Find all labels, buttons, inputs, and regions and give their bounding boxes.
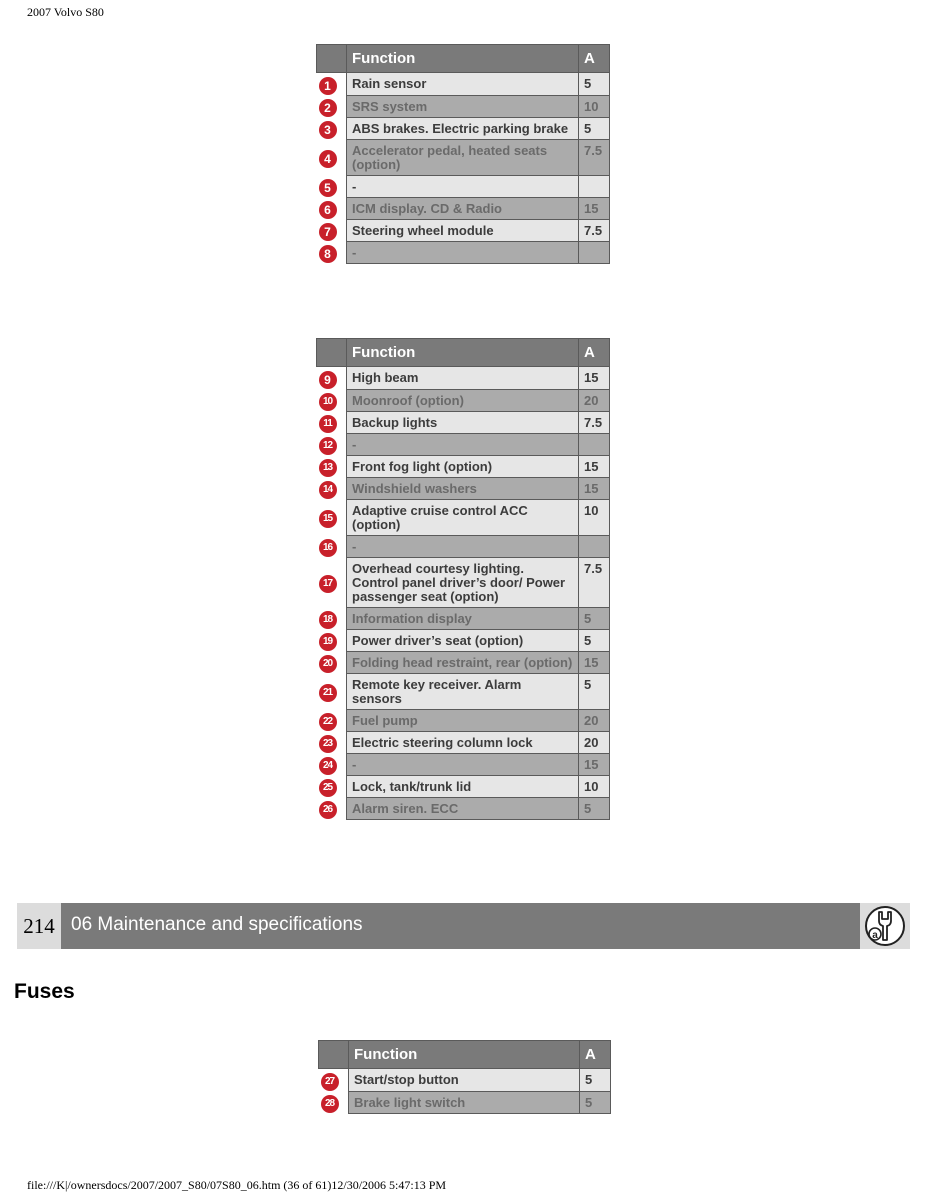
fuse-number-cell (317, 629, 347, 651)
fuse-amperage-cell: 15 (579, 651, 610, 673)
number-column-header (317, 339, 347, 367)
fuse-number-badge: 1 (319, 77, 337, 95)
fuse-number-cell (319, 1069, 349, 1092)
fuse-row (317, 389, 610, 411)
fuse-number-badge: 27 (321, 1073, 339, 1091)
fuse-amperage-cell: 20 (579, 709, 610, 731)
fuse-function-cell: SRS system (347, 95, 579, 117)
fuse-row (317, 117, 610, 139)
fuse-row (317, 219, 610, 241)
fuse-row (317, 433, 610, 455)
fuse-number-badge: 13 (319, 459, 337, 477)
fuse-function-cell: Lock, tank/trunk lid (347, 775, 579, 797)
fuse-row (317, 411, 610, 433)
fuse-amperage-cell (579, 241, 610, 263)
fuse-number-cell (317, 95, 347, 117)
fuse-function-cell: - (347, 241, 579, 263)
fuse-amperage-cell: 7.5 (579, 411, 610, 433)
fuse-function-cell: - (347, 175, 579, 197)
fuse-function-cell: Remote key receiver. Alarm sensors (347, 673, 579, 709)
fuse-function-cell: Overhead courtesy lighting. Control panel driver’s door/ Power passenger seat (option) (347, 557, 579, 607)
fuse-amperage-cell: 5 (580, 1069, 611, 1092)
function-column-header: Function (347, 45, 579, 73)
fuse-row (319, 1069, 611, 1092)
fuse-row (317, 709, 610, 731)
fuse-amperage-cell: 5 (579, 117, 610, 139)
fuse-row (317, 139, 610, 175)
fuse-number-cell (317, 499, 347, 535)
fuse-number-badge: 25 (319, 779, 337, 797)
fuse-amperage-cell: 20 (579, 731, 610, 753)
fuse-function-cell: Information display (347, 607, 579, 629)
file-path-footer: file:///K|/ownersdocs/2007/2007_S80/07S80_06.htm (36 of 61)12/30/2006 5:47:13 PM (27, 1178, 447, 1192)
fuse-amperage-cell (579, 535, 610, 557)
page-number: 214 (17, 903, 61, 949)
fuse-number-cell (317, 117, 347, 139)
fuse-function-cell: Rain sensor (347, 73, 579, 96)
fuse-function-cell: Adaptive cruise control ACC (option) (347, 499, 579, 535)
svg-text:a: a (872, 930, 878, 941)
fuse-number-cell (317, 411, 347, 433)
number-column-header (319, 1041, 349, 1069)
fuse-amperage-cell: 5 (579, 797, 610, 819)
fuse-number-badge: 23 (319, 735, 337, 753)
fuse-number-badge: 20 (319, 655, 337, 673)
wrench-maintenance-icon (860, 903, 910, 949)
fuse-function-cell: Alarm siren. ECC (347, 797, 579, 819)
fuse-number-cell (317, 367, 347, 390)
fuse-amperage-cell: 5 (580, 1091, 611, 1113)
section-header-bar (17, 903, 910, 949)
fuse-function-cell: ABS brakes. Electric parking brake (347, 117, 579, 139)
fuse-number-badge: 12 (319, 437, 337, 455)
fuse-number-badge: 22 (319, 713, 337, 731)
fuse-row (317, 557, 610, 607)
fuse-row (317, 673, 610, 709)
fuse-row (317, 175, 610, 197)
fuse-number-badge: 5 (319, 179, 337, 197)
fuse-number-cell (317, 651, 347, 673)
fuse-function-cell: Accelerator pedal, heated seats (option) (347, 139, 579, 175)
number-column-header (317, 45, 347, 73)
fuse-number-badge: 8 (319, 245, 337, 263)
fuse-function-cell: Fuel pump (347, 709, 579, 731)
fuse-amperage-cell: 7.5 (579, 139, 610, 175)
amps-column-header: A (579, 339, 610, 367)
fuse-number-cell (317, 197, 347, 219)
fuse-amperage-cell: 15 (579, 367, 610, 390)
fuse-amperage-cell: 5 (579, 607, 610, 629)
fuse-amperage-cell: 10 (579, 775, 610, 797)
fuse-number-cell (317, 607, 347, 629)
fuse-function-cell: - (347, 433, 579, 455)
fuse-number-cell (317, 557, 347, 607)
fuse-row (317, 367, 610, 390)
fuses-heading: Fuses (14, 980, 75, 1003)
function-column-header: Function (347, 339, 579, 367)
fuse-number-badge: 17 (319, 575, 337, 593)
fuse-function-cell: Brake light switch (349, 1091, 580, 1113)
fuse-number-badge: 18 (319, 611, 337, 629)
fuse-number-cell (319, 1091, 349, 1113)
fuse-number-badge: 11 (319, 415, 337, 433)
fuse-number-cell (317, 219, 347, 241)
fuse-function-cell: Steering wheel module (347, 219, 579, 241)
fuse-function-cell: High beam (347, 367, 579, 390)
fuse-amperage-cell: 7.5 (579, 219, 610, 241)
fuse-number-cell (317, 73, 347, 96)
fuse-amperage-cell: 15 (579, 753, 610, 775)
fuse-number-cell (317, 175, 347, 197)
fuse-row (317, 775, 610, 797)
fuse-row (317, 477, 610, 499)
fuse-row (317, 607, 610, 629)
fuse-table-2 (316, 338, 610, 820)
fuse-amperage-cell: 20 (579, 389, 610, 411)
fuse-number-cell (317, 673, 347, 709)
fuse-amperage-cell: 15 (579, 197, 610, 219)
fuse-amperage-cell (579, 433, 610, 455)
fuse-number-badge: 6 (319, 201, 337, 219)
fuse-function-cell: - (347, 535, 579, 557)
fuse-row (317, 797, 610, 819)
fuse-row (317, 731, 610, 753)
fuse-number-cell (317, 709, 347, 731)
fuse-amperage-cell: 5 (579, 629, 610, 651)
fuse-row (319, 1091, 611, 1113)
fuse-function-cell: Folding head restraint, rear (option) (347, 651, 579, 673)
document-title: 2007 Volvo S80 (27, 5, 104, 19)
fuse-number-cell (317, 139, 347, 175)
fuse-amperage-cell: 5 (579, 673, 610, 709)
fuse-row (317, 629, 610, 651)
fuse-number-badge: 26 (319, 801, 337, 819)
amps-column-header: A (580, 1041, 611, 1069)
fuse-number-badge: 15 (319, 510, 337, 528)
fuse-row (317, 197, 610, 219)
fuse-amperage-cell: 15 (579, 455, 610, 477)
fuse-function-cell: Backup lights (347, 411, 579, 433)
fuse-row (317, 241, 610, 263)
fuse-number-cell (317, 389, 347, 411)
fuse-row (317, 753, 610, 775)
fuse-amperage-cell: 10 (579, 95, 610, 117)
fuse-row (317, 73, 610, 96)
fuse-number-badge: 24 (319, 757, 337, 775)
fuse-row (317, 95, 610, 117)
fuse-number-badge: 19 (319, 633, 337, 651)
fuse-number-badge: 21 (319, 684, 337, 702)
amps-column-header: A (579, 45, 610, 73)
fuse-row (317, 499, 610, 535)
fuse-number-cell (317, 535, 347, 557)
fuse-function-cell: Windshield washers (347, 477, 579, 499)
fuse-function-cell: Electric steering column lock (347, 731, 579, 753)
fuse-number-badge: 4 (319, 150, 337, 168)
fuse-number-cell (317, 775, 347, 797)
fuse-table-1 (316, 44, 610, 264)
fuse-function-cell: - (347, 753, 579, 775)
fuse-number-cell (317, 477, 347, 499)
fuse-function-cell: ICM display. CD & Radio (347, 197, 579, 219)
fuse-number-cell (317, 455, 347, 477)
fuse-function-cell: Front fog light (option) (347, 455, 579, 477)
fuse-number-badge: 10 (319, 393, 337, 411)
fuse-row (317, 535, 610, 557)
fuse-number-badge: 28 (321, 1095, 339, 1113)
fuse-amperage-cell: 7.5 (579, 557, 610, 607)
fuse-number-cell (317, 241, 347, 263)
fuse-function-cell: Moonroof (option) (347, 389, 579, 411)
fuse-function-cell: Power driver’s seat (option) (347, 629, 579, 651)
fuse-table-3 (318, 1040, 611, 1114)
fuse-number-badge: 2 (319, 99, 337, 117)
fuse-number-cell (317, 753, 347, 775)
fuse-amperage-cell: 15 (579, 477, 610, 499)
fuse-number-cell (317, 797, 347, 819)
fuse-amperage-cell: 10 (579, 499, 610, 535)
fuse-number-badge: 7 (319, 223, 337, 241)
fuse-amperage-cell (579, 175, 610, 197)
section-title: 06 Maintenance and specifications (71, 914, 363, 935)
fuse-number-badge: 14 (319, 481, 337, 499)
fuse-number-cell (317, 731, 347, 753)
fuse-row (317, 651, 610, 673)
fuse-row (317, 455, 610, 477)
fuse-function-cell: Start/stop button (349, 1069, 580, 1092)
fuse-number-badge: 3 (319, 121, 337, 139)
fuse-number-badge: 9 (319, 371, 337, 389)
function-column-header: Function (349, 1041, 580, 1069)
fuse-number-cell (317, 433, 347, 455)
fuse-amperage-cell: 5 (579, 73, 610, 96)
fuse-number-badge: 16 (319, 539, 337, 557)
